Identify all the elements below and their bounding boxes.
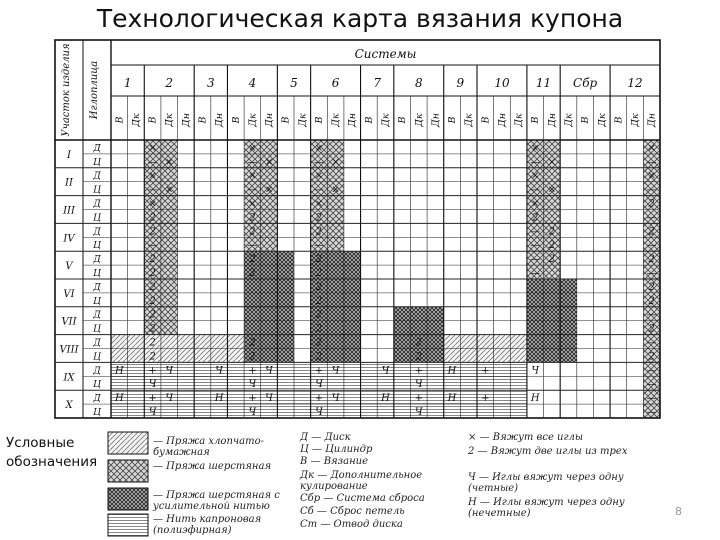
cell-symbol: + [248, 393, 257, 405]
legend-item-cotton: — Пряжа хлопчато-бумажная [153, 436, 264, 458]
cell-symbol: 2 [149, 351, 156, 363]
row-label: Д [93, 227, 101, 238]
cell-symbol: 2 [149, 295, 156, 307]
page-title: Технологическая карта вязания купона [96, 4, 624, 33]
cell-symbol: 2 [149, 254, 156, 266]
column-label: Дн [214, 113, 226, 127]
legend-caption: Условные обозначения [6, 435, 98, 470]
cell-symbol: + [148, 393, 157, 405]
row-label: Ц [93, 296, 101, 307]
row-label: Д [93, 394, 101, 405]
cell-symbol: × [148, 198, 157, 210]
cell-symbol: Н [114, 393, 124, 405]
column-label: Дк [297, 113, 309, 127]
row-label: Д [93, 255, 101, 266]
cell-symbol: — [646, 212, 657, 224]
cell-symbol: Н [447, 393, 457, 405]
system-number: 7 [373, 76, 382, 90]
cell-symbol: — [530, 240, 541, 252]
column-label: Дк [413, 113, 425, 127]
system-number: 4 [248, 76, 257, 90]
column-label: Дк [247, 113, 259, 127]
cell-symbol: Н [214, 393, 224, 405]
systems-label: Системы [354, 47, 417, 61]
abbr-drop-loops: Сб — Сброс петель [300, 506, 405, 517]
column-label: Дк [513, 113, 525, 127]
row-label: Д [93, 310, 101, 321]
cell-symbol: + [314, 393, 324, 405]
section-label: IV [63, 233, 75, 245]
cell-symbol: × [248, 198, 257, 210]
cell-symbol: Н [114, 365, 124, 377]
column-label: В [530, 116, 542, 124]
cell-symbol: 2 [149, 323, 156, 335]
cell-symbol: 2 [315, 281, 323, 293]
cell-symbol: — [646, 393, 657, 405]
cell-symbol: — [247, 184, 258, 196]
symbol-even-needles: Ч — Иглы вяжут через одну (четные) [468, 472, 624, 494]
row-label: Ц [93, 157, 101, 168]
cell-symbol: × [531, 198, 540, 210]
cell-symbol: Ч [248, 379, 257, 391]
symbol-two-of-three: 2 — Вяжут две иглы из трех [468, 446, 628, 457]
cell-symbol: 2 [249, 212, 256, 224]
cell-symbol: + [481, 365, 490, 377]
cell-symbol: Ч [381, 365, 390, 377]
row-label: Ц [93, 408, 101, 418]
section-label: VIII [59, 344, 79, 356]
cell-symbol: 2 [149, 226, 156, 238]
section-label: I [67, 149, 71, 161]
cell-symbol: × [314, 170, 324, 182]
column-label: Дн [180, 113, 192, 127]
cell-symbol: × [331, 156, 340, 168]
cell-symbol: — [313, 240, 324, 252]
cell-symbol: — [646, 407, 657, 418]
cell-symbol: 2 [648, 254, 655, 266]
column-label: Дн [496, 113, 508, 127]
cell-symbol: 2 [648, 323, 655, 335]
system-number: 10 [494, 76, 510, 90]
cell-symbol: — [530, 156, 541, 168]
abbr-drop-system: Сбр — Система сброса [300, 493, 425, 504]
cell-symbol: — [646, 337, 657, 349]
system-number: 12 [627, 76, 643, 90]
cell-symbol: Ч [265, 365, 273, 377]
system-number: 5 [290, 76, 298, 90]
cell-symbol: 2 [249, 254, 256, 266]
cell-symbol: × [547, 184, 557, 196]
cell-symbol: 2 [315, 309, 323, 321]
system-number: 9 [456, 76, 465, 90]
cell-symbol: Ч [315, 407, 323, 418]
cell-symbol: × [248, 170, 257, 182]
cell-symbol: 2 [249, 268, 256, 279]
cell-symbol: × [647, 142, 656, 154]
system-number: 1 [123, 76, 132, 90]
cell-symbol: 2 [315, 295, 323, 307]
system-number: 6 [331, 76, 340, 90]
cell-symbol: + [314, 365, 324, 377]
legend-item-wool-reinforced: — Пряжа шерстяная с усилительной нитью [153, 490, 280, 512]
cell-symbol: 2 [648, 281, 655, 293]
column-label: В [280, 116, 292, 124]
cell-symbol: + [248, 365, 257, 377]
cell-symbol: × [331, 184, 340, 196]
cell-symbol: 2 [249, 226, 256, 238]
cell-symbol: × [264, 156, 274, 168]
cell-symbol: 2 [315, 212, 323, 224]
section-label: III [63, 205, 75, 217]
cell-symbol: Н [530, 393, 540, 405]
column-label: Дк [330, 113, 342, 127]
column-label: В [397, 116, 409, 124]
section-label: V [65, 261, 73, 273]
cell-symbol: 2 [149, 281, 156, 293]
row-label: Ц [93, 213, 101, 224]
cell-symbol: Ч [165, 393, 174, 405]
abbr-disk-retract: Ст — Отвод диска [300, 519, 403, 530]
cell-symbol: 2 [415, 351, 422, 363]
row-label: Д [93, 143, 101, 154]
cell-symbol: × [531, 170, 540, 182]
column-label: Дк [463, 113, 475, 127]
cell-symbol: 2 [648, 295, 655, 307]
legend-swatch [108, 488, 148, 510]
cell-symbol: Ч [315, 379, 323, 391]
row-label: Ц [93, 324, 101, 335]
row-label: Ц [93, 269, 101, 279]
cell-symbol: 2 [648, 198, 655, 210]
row-label: Д [93, 171, 101, 182]
cell-symbol: 2 [249, 351, 256, 363]
cell-symbol: × [148, 142, 157, 154]
row-label: Ц [93, 352, 101, 363]
column-label: Дн [347, 113, 359, 127]
column-label: В [147, 116, 159, 124]
cell-symbol: 2 [315, 323, 323, 335]
section-label: II [65, 177, 73, 189]
cell-symbol: × [314, 142, 324, 154]
section-label: VI [63, 288, 75, 300]
legend-swatch [108, 514, 148, 536]
header-zone-label: Участок изделия [61, 43, 72, 137]
row-label: Ц [93, 380, 101, 391]
cell-symbol: 2 [149, 309, 156, 321]
column-label: Дн [264, 113, 276, 127]
cell-symbol: Н [381, 393, 390, 405]
cell-symbol: 2 [315, 337, 323, 349]
row-label: Д [93, 199, 101, 210]
cell-symbol: 2 [149, 212, 156, 224]
column-label: Дк [563, 113, 575, 127]
column-label: Дн [646, 113, 658, 127]
cell-symbol: × [165, 156, 174, 168]
cell-symbol: 2 [149, 337, 156, 349]
cell-symbol: — [313, 156, 324, 168]
abbr-cylinder: Ц — Цилиндр [300, 444, 373, 455]
cell-symbol: × [547, 156, 557, 168]
cell-symbol: 2 [315, 226, 323, 238]
cell-symbol: — [147, 240, 158, 252]
cell-symbol: — [247, 156, 258, 168]
cell-symbol: — [147, 184, 158, 196]
cell-symbol: 2 [532, 212, 539, 224]
cell-symbol: — [530, 268, 541, 279]
cell-symbol: — [646, 240, 657, 252]
cell-symbol: — [313, 184, 324, 196]
cell-symbol: × [148, 170, 157, 182]
abbr-disk: Д — Диск [300, 432, 351, 443]
cell-symbol: + [481, 393, 490, 405]
cell-symbol: Ч [414, 379, 423, 391]
cell-symbol: Ч [148, 407, 157, 418]
cell-symbol: + [414, 393, 423, 405]
column-label: Дк [630, 113, 642, 127]
cell-symbol: 2 [315, 351, 323, 363]
row-label: Ц [93, 185, 101, 196]
cell-symbol: Ч [331, 393, 340, 405]
cell-symbol: 2 [315, 254, 323, 266]
symbol-all-needles: × — Вяжут все иглы [468, 432, 584, 443]
system-number: 8 [414, 76, 423, 90]
cell-symbol: 2 [648, 351, 655, 363]
column-label: В [313, 116, 325, 124]
column-label: В [447, 116, 459, 124]
column-label: Дн [546, 113, 558, 127]
column-label: В [613, 116, 625, 124]
system-number: 3 [206, 76, 215, 90]
section-label: VII [61, 316, 77, 328]
system-number: Сбр [573, 76, 598, 90]
row-label: Ц [93, 241, 101, 252]
column-label: Дк [596, 113, 608, 127]
header-needle-bed-label: Иглоплица [89, 60, 100, 120]
cell-symbol: + [414, 365, 423, 377]
cell-symbol: — [530, 254, 541, 266]
cell-symbol: Ч [165, 365, 174, 377]
cell-symbol: 2 [548, 240, 556, 252]
section-label: X [65, 400, 73, 412]
cell-symbol: — [646, 184, 657, 196]
cell-symbol: Н [447, 365, 457, 377]
cell-symbol: 2 [415, 337, 422, 349]
system-number: 11 [535, 76, 552, 90]
abbr-extra-sinking: Дк — Дополнительное кулирование [300, 470, 423, 492]
row-label: Д [93, 366, 101, 377]
column-label: Дк [164, 113, 176, 127]
cell-symbol: — [646, 156, 657, 168]
cell-symbol: Ч [414, 407, 423, 418]
cell-symbol: × [314, 198, 324, 210]
cell-symbol: 2 [548, 254, 556, 266]
cell-symbol: × [647, 170, 656, 182]
page-number: 8 [675, 505, 682, 518]
cell-symbol: × [264, 184, 274, 196]
cell-symbol: — [646, 268, 657, 279]
row-label: Д [93, 338, 101, 349]
column-label: В [480, 116, 492, 124]
column-label: В [197, 116, 209, 124]
column-label: Дн [430, 113, 442, 127]
column-label: Дк [130, 113, 142, 127]
cell-symbol: 2 [648, 226, 655, 238]
column-label: В [580, 116, 592, 124]
cell-symbol: Ч [148, 379, 157, 391]
cell-symbol: × [531, 142, 540, 154]
symbol-odd-needles: Н — Иглы вяжут через одну (нечетные) [468, 497, 625, 519]
column-label: Дк [380, 113, 392, 127]
column-label: В [114, 116, 126, 124]
abbr-knitting: В — Вязание [300, 456, 369, 467]
cell-symbol: Ч [248, 407, 257, 418]
cell-symbol: 2 [249, 337, 256, 349]
cell-symbol: × [165, 184, 174, 196]
legend-item-wool: — Пряжа шерстяная [153, 461, 272, 472]
cell-symbol: + [148, 365, 157, 377]
cell-symbol: — [646, 309, 657, 321]
cell-symbol: — [147, 156, 158, 168]
cell-symbol: 2 [315, 268, 323, 279]
cell-symbol: — [530, 226, 541, 238]
row-label: Д [93, 282, 101, 293]
cell-symbol: — [646, 365, 657, 377]
column-label: В [230, 116, 242, 124]
cell-symbol: 2 [548, 226, 556, 238]
cell-symbol: — [530, 184, 541, 196]
section-label: IX [63, 372, 75, 384]
system-number: 2 [165, 76, 174, 90]
cell-symbol: — [247, 240, 258, 252]
cell-symbol: 2 [149, 268, 156, 279]
cell-symbol: Ч [531, 365, 540, 377]
cell-symbol: Ч [215, 365, 224, 377]
column-label: В [363, 116, 375, 124]
cell-symbol: — [646, 379, 657, 391]
legend-item-nylon: — Нить капроновая (полиэфирная) [153, 514, 262, 536]
cell-symbol: Ч [331, 365, 340, 377]
cell-symbol: × [248, 142, 257, 154]
cell-symbol: Ч [265, 393, 273, 405]
